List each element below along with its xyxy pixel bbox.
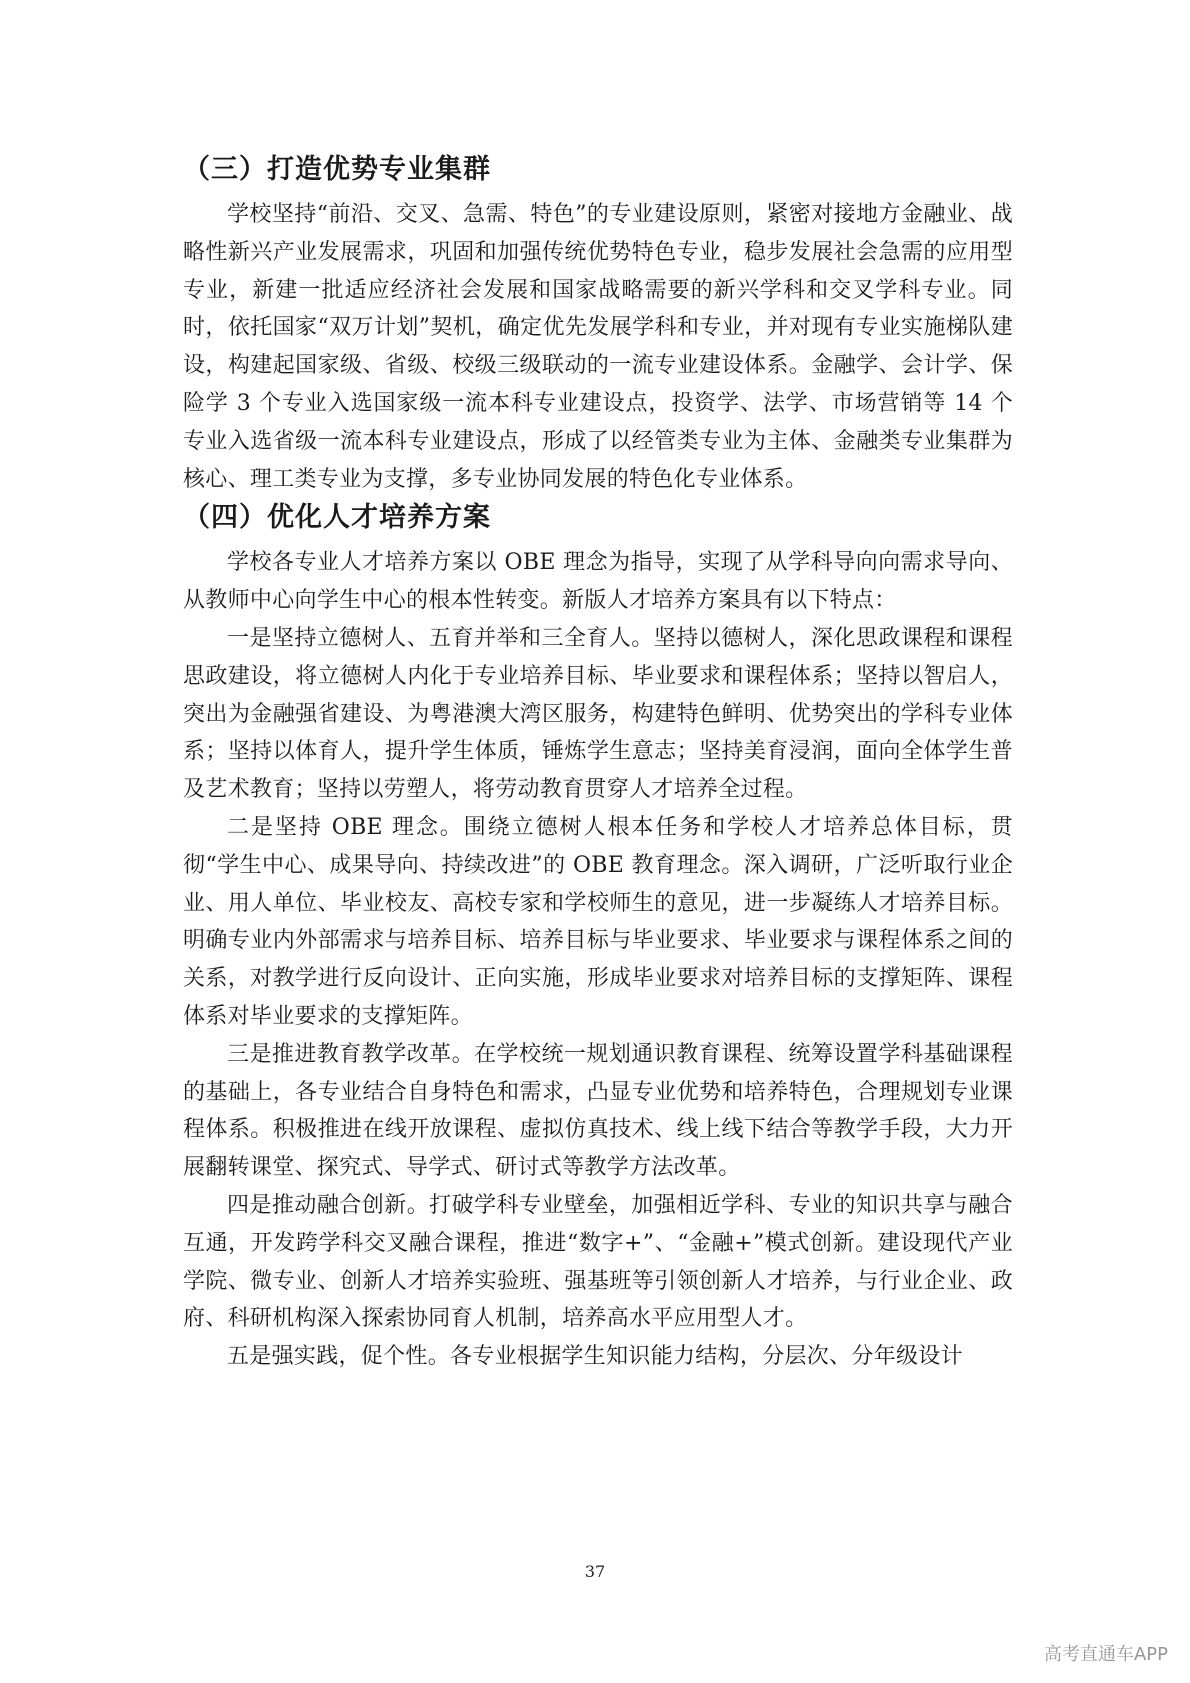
paragraph: 学校各专业人才培养方案以 OBE 理念为指导，实现了从学科导向向需求导向、从教师中心向学生中心的根本性转变。新版人才培养方案具有以下特点： xyxy=(183,550,1013,614)
section-heading-3: （三）打造优势专业集群 xyxy=(183,154,491,185)
section-heading-4: （四）优化人才培养方案 xyxy=(183,502,491,534)
paragraph: 学校坚持“前沿、交叉、急需、特色”的专业建设原则，紧密对接地方金融业、战略性新兴产业发展需求，巩固和加强传统优势特色专业，稳步发展社会急需的应用型专业，新建一批适应经济社会发展和国家战略需要的新兴学科和交叉学科专业。同时，依托国家“双万计划”契机，确定优先发展学科和专业，并对现有专业实施梯队建设，构建起国家级、省级、校级三级联动的一流专业建设体系。金融学、会计学、保险学 3 个专业入选国家级一流本科专业建设点，投资学、法学、市场营销等 14 个专业入选省级一流本科专业建设点，形成了以经管类专业为主体、金融类专业集群为核心、理工类专业为支撑，多专业协同发展的特色化专业体系。 xyxy=(183,202,1013,492)
page-content xyxy=(183,150,1013,1376)
paragraph: 一是坚持立德树人、五育并举和三全育人。坚持以德树人，深化思政课程和课程思政建设，将立德树人内化于专业培养目标、毕业要求和课程体系；坚持以智启人，突出为金融强省建设、为粤港澳大湾区服务，构建特色鲜明、优势突出的学科专业体系；坚持以体育人，提升学生体质，锤炼学生意志；坚持美育浸润，面向全体学生普及艺术教育；坚持以劳塑人，将劳动教育贯穿人才培养全过程。 xyxy=(183,625,1013,803)
paragraph: 四是推动融合创新。打破学科专业壁垒，加强相近学科、专业的知识共享与融合互通，开发跨学科交叉融合课程，推进“数字+”、“金融+”模式创新。建设现代产业学院、微专业、创新人才培养实验班、强基班等引领创新人才培养，与行业企业、政府、科研机构深入探索协同育人机制，培养高水平应用型人才。 xyxy=(183,1192,1013,1332)
watermark: 高考直通车APP xyxy=(1043,1644,1168,1665)
paragraph: 五是强实践，促个性。各专业根据学生知识能力结构，分层次、分年级设计 xyxy=(227,1344,963,1370)
page-number: 37 xyxy=(584,1562,606,1581)
paragraph: 二是坚持 OBE 理念。围绕立德树人根本任务和学校人才培养总体目标，贯彻“学生中心、成果导向、持续改进”的 OBE 教育理念。深入调研，广泛听取行业企业、用人单位、毕业校友、高校专家和学校师生的意见，进一步凝练人才培养目标。明确专业内外部需求与培养目标、培养目标与毕业要求、毕业要求与课程体系之间的关系，对教学进行反向设计、正向实施，形成毕业要求对培养目标的支撑矩阵、课程体系对毕业要求的支撑矩阵。 xyxy=(183,814,1013,1029)
paragraph: 三是推进教育教学改革。在学校统一规划通识教育课程、统筹设置学科基础课程的基础上，各专业结合自身特色和需求，凸显专业优势和培养特色，合理规划专业课程体系。积极推进在线开放课程、虚拟仿真技术、线上线下结合等教学手段，大力开展翻转课堂、探究式、导学式、研讨式等教学方法改革。 xyxy=(183,1041,1013,1181)
